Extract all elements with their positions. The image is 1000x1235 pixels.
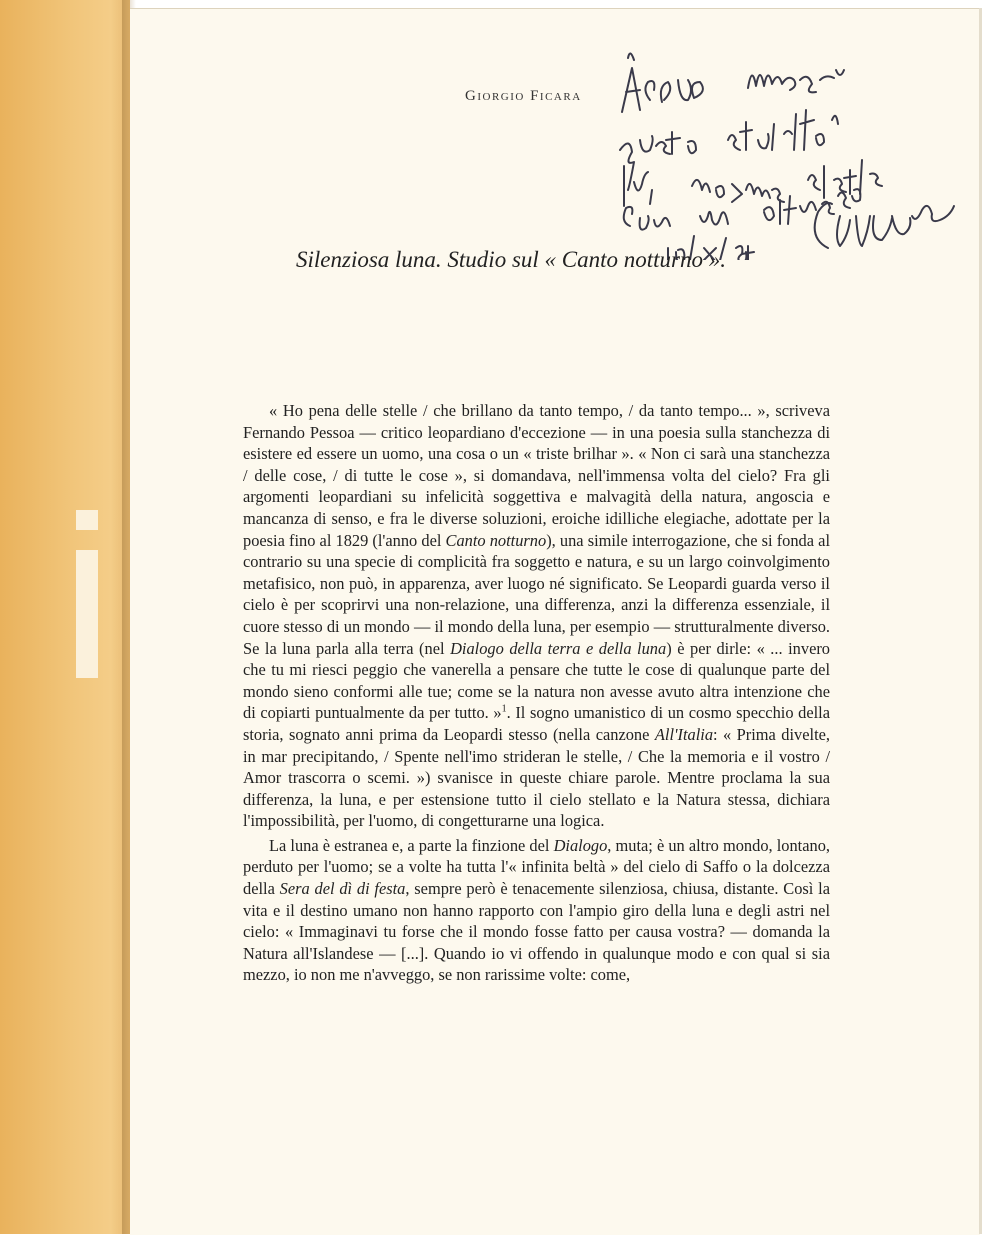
page-edge <box>979 8 982 1234</box>
footnote-ref: 1 <box>501 703 507 715</box>
text-run: ) è per dirle: « ... invero che tu mi riesci peggio che vanerella a pensare che tutte le cose di qualunque parte del mondo sieno conformi alle tue; come se la natura non avesse avuto altra intenzione che di copiarti puntualmente da per tutto. » <box>243 638 830 723</box>
cover-mark <box>76 550 98 678</box>
text-run: ), una simile interrogazione, che si fonda al contrario su una specie di complicità fra soggetto e natura, e su un largo coinvolgimento metafisico, non può, in apparenza, aver luogo né significato. Se Leopardi guarda verso il cielo è per scoprirvi una non-relazione, una differenza, anzi la differenza essenziale, il cuore stesso di un mondo — il mondo della luna, per esempio — strutturalmente diverso. Se la luna parla alla terra (nel <box>243 530 830 658</box>
italic-title: All'Italia <box>654 724 714 744</box>
body-paragraph <box>243 835 830 986</box>
italic-title: Dialogo della terra e della luna <box>450 638 667 658</box>
cover-marks <box>76 510 98 670</box>
italic-title: Canto notturno <box>445 530 547 550</box>
text-run: . Il sogno umanistico di un cosmo specchio della storia, sognato anni prima da Leopardi stesso (nella canzone <box>243 703 831 744</box>
text-run: La luna è estranea e, a parte la finzione del <box>269 835 554 855</box>
cover-mark <box>76 510 98 530</box>
article-body <box>243 400 830 986</box>
text-run: , sempre però è tenacemente silenziosa, chiusa, distante. Così la vita e il destino umano non hanno rapporto con l'ampio giro della luna e degli astri nel cielo: « Immaginavi tu forse che il mondo fosse fatto per causa vostra? — domanda la Natura all'Islandese — [...]. Quando io vi offendo in qualunque modo e con qual si sia mezzo, io non me n'avveggo, se non rarissime volte: come, <box>243 879 830 985</box>
article-title: Silenziosa luna. Studio sul « Canto notturno ». <box>296 247 727 272</box>
text-run: , muta; è un altro mondo, lontano, perduto per l'uomo; se a volte ha tutta l'« infinita beltà » del cielo di Saffo o la dolcezza della <box>243 835 830 899</box>
author-name: Giorgio Ficara <box>465 88 582 104</box>
handwriting-svg <box>600 40 970 260</box>
adjacent-cover-page <box>0 0 130 1234</box>
text-run: « Ho pena delle stelle / che brillano da tanto tempo, / da tanto tempo... », scriveva Fernando Pessoa — critico leopardiano d'eccezione — in una poesia sulla stanchezza di esistere ed essere un uomo, una cosa o un « triste brilhar ». « Non ci sarà una stanchezza / delle cose, / di tutte le cose », si domandava, nell'immensa volta del cielo? Fra gli argomenti leopardiani su infelicità soggettiva e malvagità della natura, angoscia e mancanza di senso, e fra le diverse soluzioni, eroiche idilliche elegiache, adottate per la poesia fino al 1829 (l'anno del <box>243 401 830 550</box>
body-paragraph <box>243 400 830 832</box>
handwritten-dedication <box>600 40 970 260</box>
italic-title: Sera del dì di festa <box>279 879 406 899</box>
italic-title: Dialogo <box>553 835 608 855</box>
text-run: : « Prima divelte, in mar precipitando, / Spente nell'imo strideran le stelle, / Che la memoria e il vostro / Amor trascorra o scemi. ») svanisce in queste chiare parole. Mentre proclama la sua differenza, la luna, e per estensione tutto il cielo stellato e la Natura stessa, dichiara l'impossibilità, per l'uomo, di congetturarne una logica. <box>243 724 830 831</box>
